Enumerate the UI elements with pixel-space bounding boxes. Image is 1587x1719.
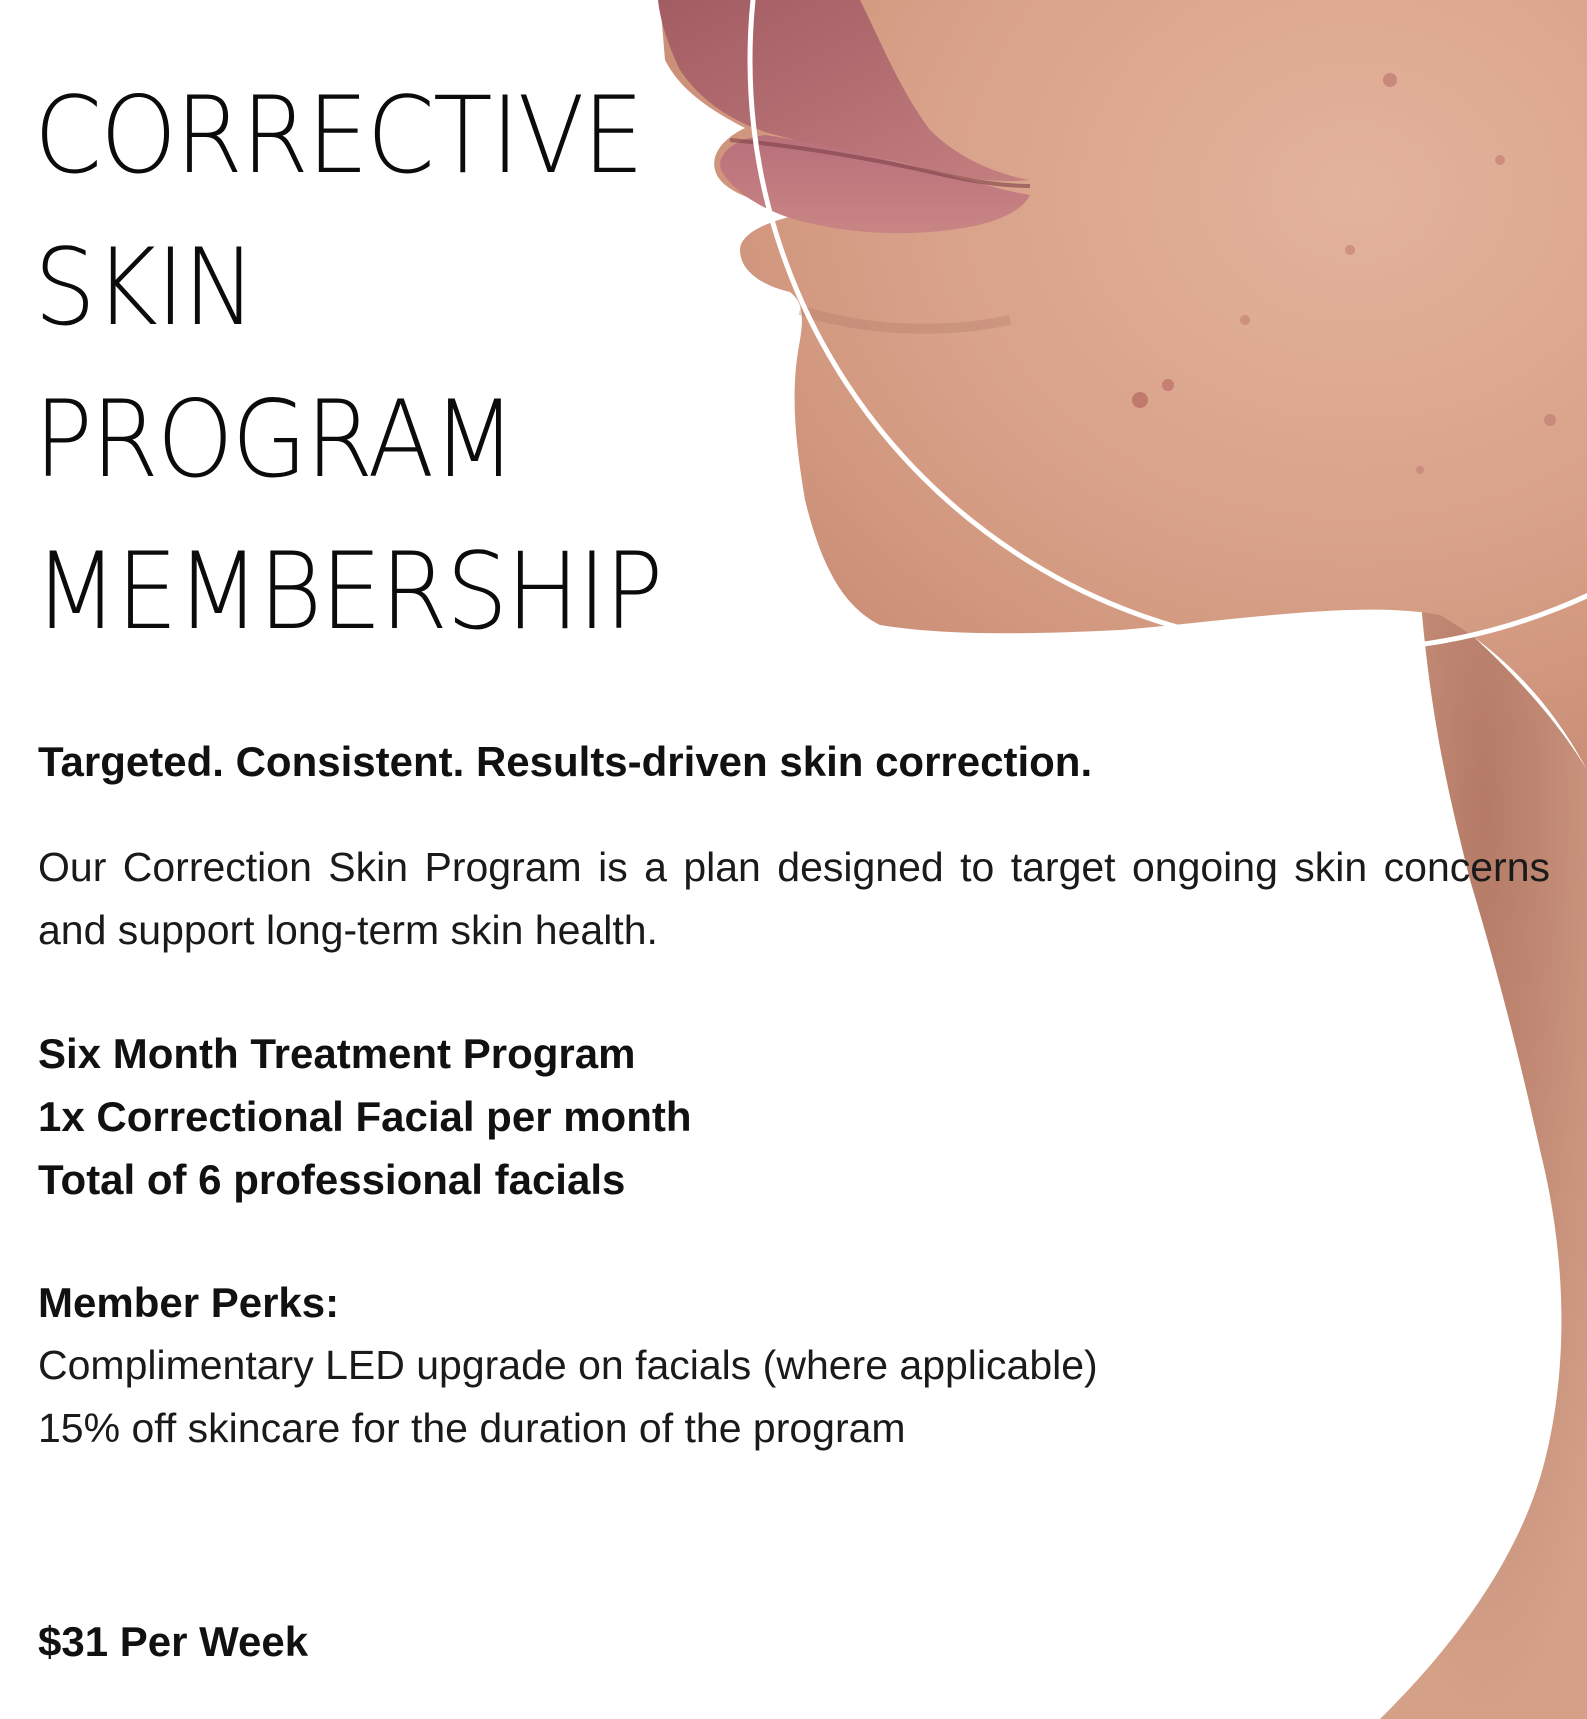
tagline: Targeted. Consistent. Results-driven skin correction. bbox=[38, 738, 1093, 785]
title-line: SKIN bbox=[34, 226, 255, 349]
program-details-list bbox=[38, 1022, 1550, 1211]
perk-item: 15% off skincare for the duration of the program bbox=[38, 1405, 906, 1451]
intro-paragraph: Our Correction Skin Program is a plan designed to target ongoing skin concerns and support long-term skin health. bbox=[38, 844, 1550, 953]
title-line: PROGRAM bbox=[34, 378, 515, 501]
title-line: MEMBERSHIP bbox=[34, 530, 662, 653]
program-detail-item: Six Month Treatment Program bbox=[38, 1030, 636, 1077]
title-line: CORRECTIVE bbox=[34, 74, 643, 197]
page-title bbox=[34, 60, 662, 668]
perks-heading: Member Perks: bbox=[38, 1279, 340, 1326]
price-label: $31 Per Week bbox=[38, 1618, 309, 1665]
program-copy bbox=[38, 732, 1550, 1460]
perks-list bbox=[38, 1334, 1550, 1460]
program-detail-item: 1x Correctional Facial per month bbox=[38, 1093, 692, 1140]
program-detail-item: Total of 6 professional facials bbox=[38, 1156, 626, 1203]
perk-item: Complimentary LED upgrade on facials (where applicable) bbox=[38, 1342, 1098, 1388]
